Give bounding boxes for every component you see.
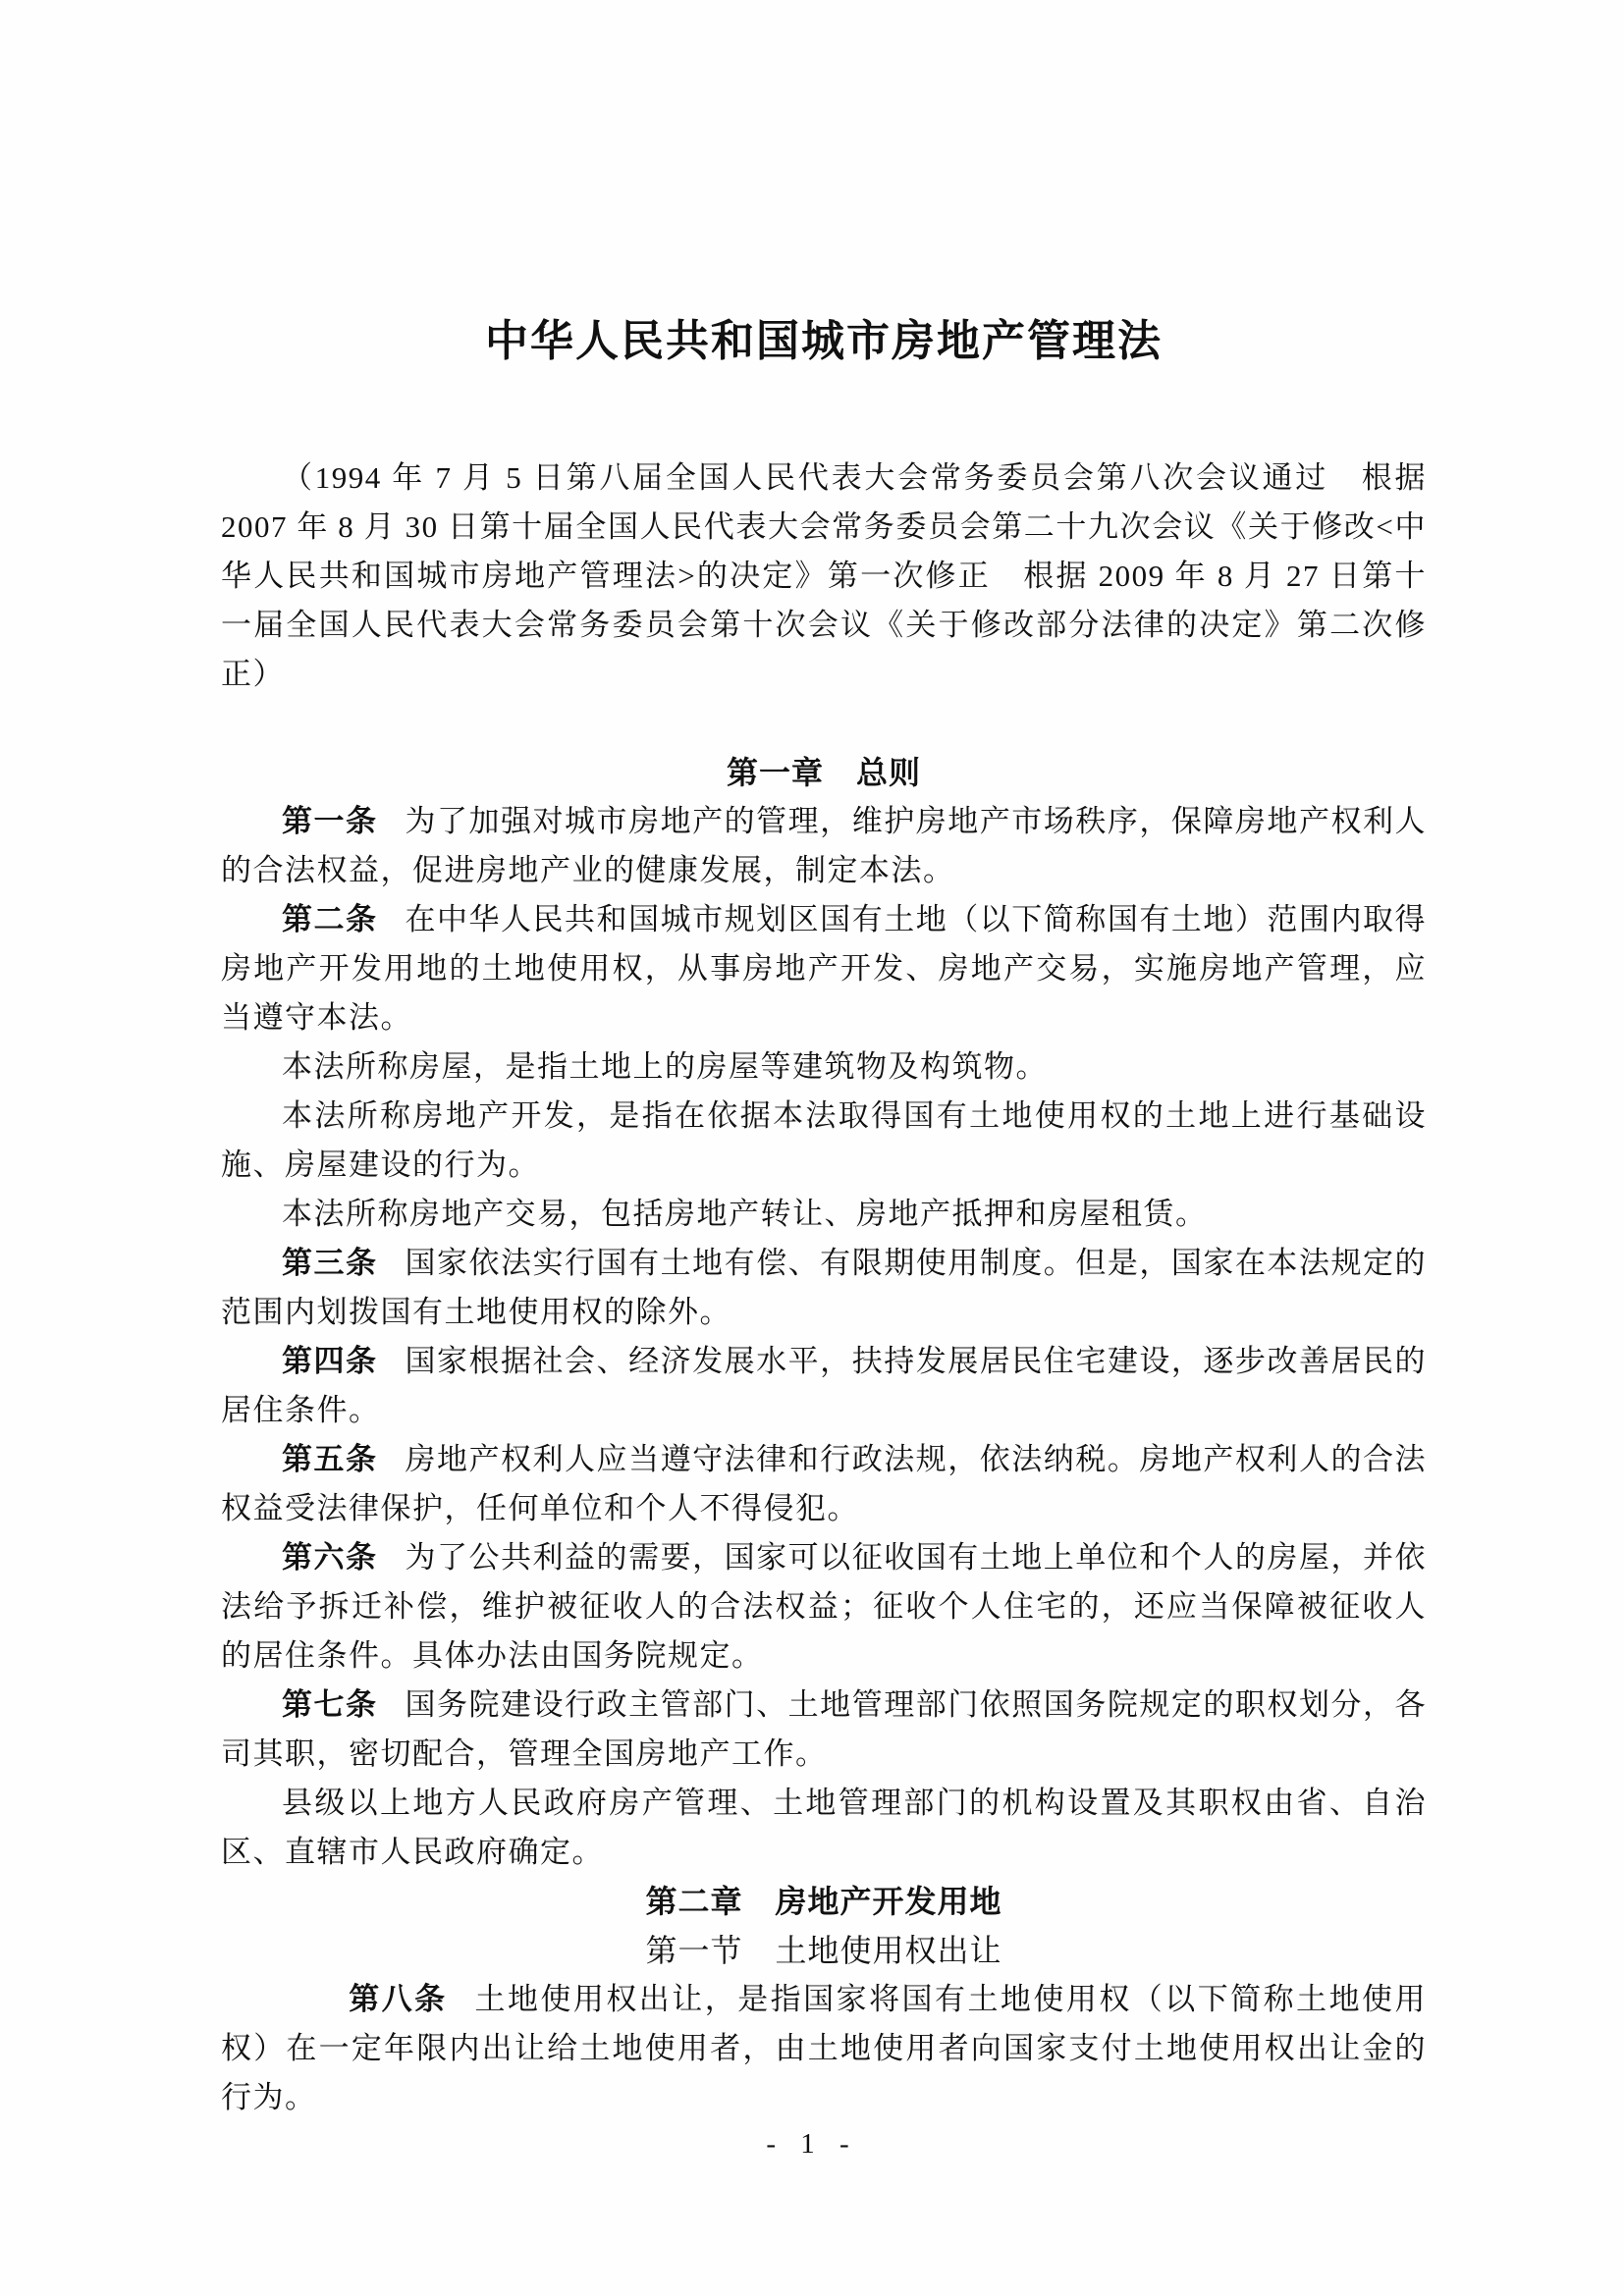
document-title: 中华人民共和国城市房地产管理法 xyxy=(485,317,1163,365)
page-number: - 1 - xyxy=(766,2128,858,2160)
article-label: 第五条 xyxy=(282,1442,378,1476)
article-text: 本法所称房地产开发，是指在依据本法取得国有土地使用权的土地上进行基础设施、房屋建设的行为。 xyxy=(221,1098,1427,1182)
article-text: 国家根据社会、经济发展水平，扶持发展居民住宅建设，逐步改善居民的居住条件。 xyxy=(221,1344,1428,1427)
article-text: 国家依法实行国有土地有偿、有限期使用制度。但是，国家在本法规定的范围内划拨国有土地使用权的除外。 xyxy=(221,1246,1428,1329)
article-text: 本法所称房地产交易，包括房地产转让、房地产抵押和房屋租赁。 xyxy=(282,1197,1208,1231)
article-text: 在中华人民共和国城市规划区国有土地（以下简称国有土地）范围内取得房地产开发用地的土地使用权，从事房地产开发、房地产交易，实施房地产管理，应当遵守本法。 xyxy=(221,902,1428,1035)
article-label: 第三条 xyxy=(282,1246,378,1280)
paragraph xyxy=(221,1042,1427,1092)
article-text: 房地产权利人应当遵守法律和行政法规，依法纳税。房地产权利人的合法权益受法律保护，任何单位和个人不得侵犯。 xyxy=(221,1442,1428,1525)
article-label: 第二条 xyxy=(282,902,378,936)
paragraph xyxy=(221,1533,1427,1681)
paragraph xyxy=(221,797,1427,895)
paragraph xyxy=(221,1337,1427,1435)
article-text: 本法所称房屋，是指土地上的房屋等建筑物及构筑物。 xyxy=(282,1049,1048,1084)
paragraph xyxy=(221,1779,1427,1877)
article-label: 第四条 xyxy=(282,1344,378,1378)
paragraph xyxy=(221,895,1427,1042)
article-label: 第一条 xyxy=(282,804,378,838)
article-text: 县级以上地方人民政府房产管理、土地管理部门的机构设置及其职权由省、自治区、直辖市人民政府确定。 xyxy=(221,1786,1427,1869)
chapter-2-heading: 第二章 房地产开发用地 xyxy=(645,1884,1002,1919)
article-label: 第六条 xyxy=(282,1540,378,1575)
paragraph xyxy=(221,1092,1427,1190)
article-label: 第七条 xyxy=(282,1687,378,1722)
preamble: （1994 年 7 月 5 日第八届全国人民代表大会常务委员会第八次会议通过 根据 2007 年 8 月 30 日第十届全国人民代表大会常务委员会第二十九次会议《关于修改<中华人民共和国城市房地产管理法>的决定》第一次修正 根据 2009 年 8 月 27 日第十一届全国人民代表大会常务委员会第十次会议《关于修改部分法律的决定》第二次修正） xyxy=(221,460,1427,691)
article-label: 第八条 xyxy=(349,1982,448,2016)
article-text: 为了加强对城市房地产的管理，维护房地产市场秩序，保障房地产权利人的合法权益，促进房地产业的健康发展，制定本法。 xyxy=(221,804,1428,887)
article-text: 土地使用权出让，是指国家将国有土地使用权（以下简称土地使用权）在一定年限内出让给土地使用者，由土地使用者向国家支付土地使用权出让金的行为。 xyxy=(221,1982,1428,2114)
article-text: 为了公共利益的需要，国家可以征收国有土地上单位和个人的房屋，并依法给予拆迁补偿，维护被征收人的合法权益；征收个人住宅的，还应当保障被征收人的居住条件。具体办法由国务院规定。 xyxy=(221,1540,1428,1673)
chapter-1-heading: 第一章 总则 xyxy=(726,755,921,790)
section-1-heading: 第一节 土地使用权出让 xyxy=(645,1933,1002,1968)
paragraph xyxy=(221,1239,1427,1337)
paragraph xyxy=(221,1435,1427,1533)
paragraph xyxy=(221,1681,1427,1779)
document-content xyxy=(221,0,1427,2122)
paragraph xyxy=(221,1975,1427,2122)
article-text: 国务院建设行政主管部门、土地管理部门依照国务院规定的职权划分，各司其职，密切配合，管理全国房地产工作。 xyxy=(221,1687,1428,1771)
paragraph xyxy=(221,1190,1427,1239)
